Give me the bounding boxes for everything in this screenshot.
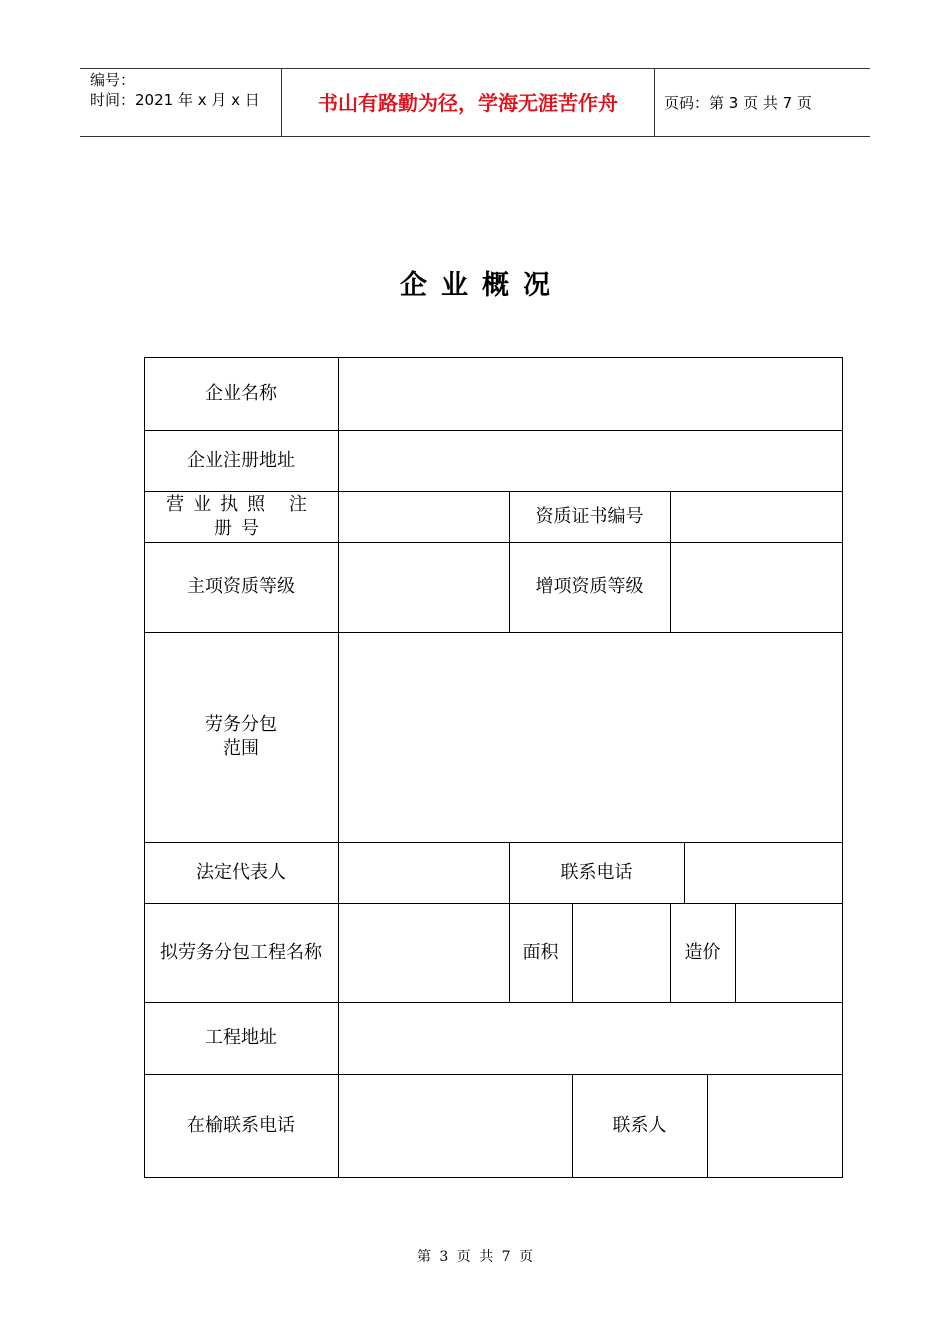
header-top-rule	[80, 68, 870, 69]
table-rule	[842, 357, 843, 1178]
area-field[interactable]	[572, 903, 670, 1002]
labor-scope-field[interactable]	[338, 632, 842, 842]
area-label: 面积	[522, 941, 559, 963]
project-name-label: 拟劳务分包工程名称	[160, 941, 322, 963]
labor-scope-label	[144, 632, 338, 842]
business-license-label	[144, 491, 338, 542]
contact-person-field[interactable]	[707, 1074, 842, 1177]
contact-person-label: 联系人	[612, 1114, 667, 1136]
motto: 书山有路勤为径，学海无涯苦作舟	[318, 91, 618, 115]
labor-scope-label-line2: 范围	[223, 738, 259, 759]
page-title: 企业概况	[400, 270, 564, 301]
project-name-field[interactable]	[338, 903, 509, 1002]
company-overview-form	[144, 357, 843, 1178]
company-name-field[interactable]	[338, 357, 842, 430]
header-divider	[654, 69, 655, 136]
company-name-label: 企业名称	[205, 382, 277, 404]
business-license-label-line2: 册号	[214, 517, 268, 539]
table-rule	[144, 1177, 843, 1178]
legal-representative-label: 法定代表人	[196, 861, 286, 883]
labor-scope-label-line1: 劳务分包	[205, 714, 277, 735]
contact-phone-label: 联系电话	[560, 861, 633, 883]
page-info: 页码：第 3 页 共 7 页	[664, 94, 812, 112]
project-address-field[interactable]	[338, 1002, 842, 1074]
local-contact-phone-label: 在榆联系电话	[187, 1114, 295, 1136]
main-qualification-field[interactable]	[338, 542, 509, 632]
business-license-field[interactable]	[338, 491, 509, 542]
page-footer: 第 3 页 共 7 页	[416, 1249, 534, 1265]
business-license-label-line1: 营业执照 注	[166, 493, 316, 515]
contact-phone-field[interactable]	[684, 842, 842, 903]
legal-representative-field[interactable]	[338, 842, 509, 903]
qualification-cert-no-field[interactable]	[670, 491, 842, 542]
registered-address-field[interactable]	[338, 430, 842, 491]
qualification-cert-no-label: 资质证书编号	[535, 505, 644, 527]
local-contact-phone-field[interactable]	[338, 1074, 572, 1177]
registered-address-label: 企业注册地址	[187, 449, 295, 471]
date-label: 时间：2021 年 x 月 x 日	[90, 91, 260, 109]
main-qualification-label: 主项资质等级	[187, 576, 295, 597]
cost-label: 造价	[684, 941, 721, 963]
header-bottom-rule	[80, 136, 870, 137]
additional-qualification-label: 增项资质等级	[535, 576, 644, 597]
project-address-label: 工程地址	[205, 1027, 277, 1048]
cost-field[interactable]	[735, 903, 842, 1002]
additional-qualification-field[interactable]	[670, 542, 842, 632]
number-label: 编号：	[90, 71, 136, 89]
